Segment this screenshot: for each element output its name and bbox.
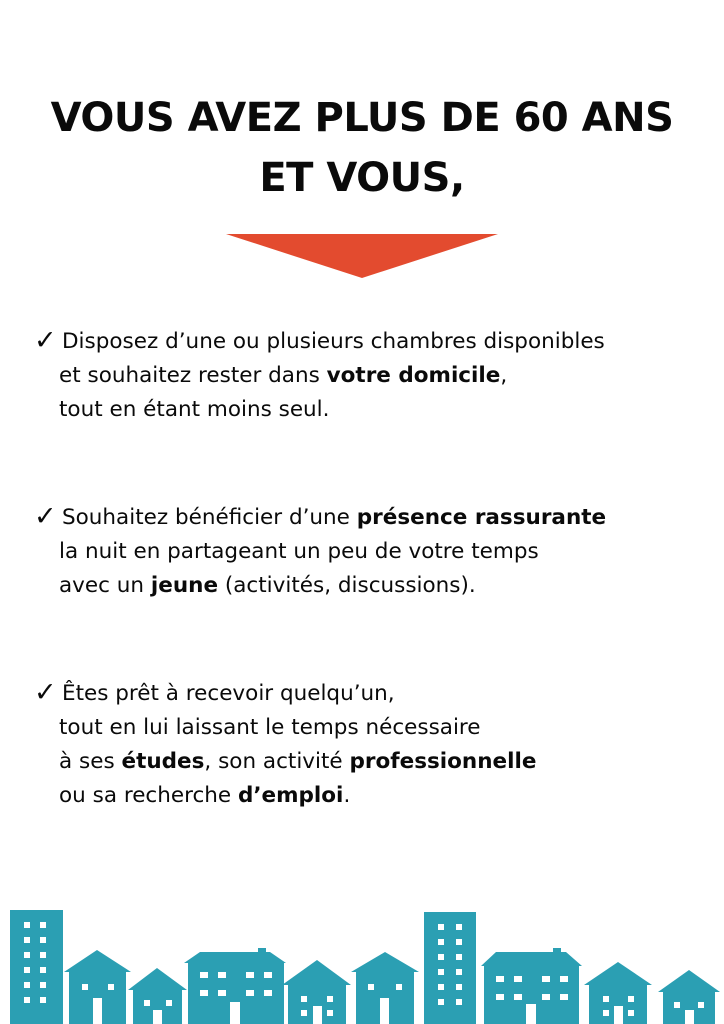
emphasis-text: jeune <box>150 573 219 598</box>
list-item-line <box>34 324 714 359</box>
title-line-2: ET VOUS, <box>259 155 465 201</box>
emphasis-text: professionnelle <box>349 749 537 774</box>
list-item <box>34 676 714 813</box>
arrow-shape <box>226 234 498 278</box>
text-segment: tout en lui laissant le temps nécessaire <box>59 715 481 740</box>
text-segment: et souhaitez rester dans <box>59 363 327 388</box>
city-buildings-illustration <box>0 900 724 1024</box>
emphasis-text: présence rassurante <box>356 505 607 530</box>
emphasis-text: d’emploi <box>237 783 344 808</box>
buildings-group <box>10 910 720 1024</box>
checkmark-icon: ✓ <box>34 501 57 532</box>
text-segment: Souhaitez bénéficier d’une <box>62 505 357 530</box>
list-item-line <box>34 393 714 427</box>
list-item-line <box>34 535 714 569</box>
text-segment: Disposez d’une ou plusieurs chambres disponibles <box>62 329 605 354</box>
text-segment: la nuit en partageant un peu de votre temps <box>59 539 539 564</box>
title-line-1: VOUS AVEZ PLUS DE 60 ANS <box>50 95 674 141</box>
text-segment: Êtes prêt à recevoir quelqu’un, <box>62 681 395 706</box>
text-segment: tout en étant moins seul. <box>59 397 330 422</box>
text-segment: . <box>343 783 351 808</box>
tower-building <box>424 912 476 1024</box>
emphasis-text: études <box>121 749 205 774</box>
list-item-line <box>34 779 714 813</box>
tower-building <box>10 910 63 1024</box>
text-segment: ou sa recherche <box>59 783 238 808</box>
list-item <box>34 500 714 603</box>
text-segment: , son activité <box>204 749 350 774</box>
list-item-line <box>34 359 714 393</box>
text-segment: à ses <box>59 749 122 774</box>
list-item <box>34 324 714 427</box>
text-segment: avec un <box>59 573 151 598</box>
checkmark-icon: ✓ <box>34 677 57 708</box>
list-item-line <box>34 569 714 603</box>
page-title <box>0 88 724 208</box>
down-triangle-icon <box>226 234 498 278</box>
list-item-line <box>34 676 714 711</box>
text-segment: (activités, discussions). <box>218 573 476 598</box>
checkmark-icon: ✓ <box>34 325 57 356</box>
list-item-line <box>34 500 714 535</box>
text-segment: , <box>500 363 508 388</box>
emphasis-text: votre domicile <box>326 363 501 388</box>
list-item-line <box>34 745 714 779</box>
list-item-line <box>34 711 714 745</box>
